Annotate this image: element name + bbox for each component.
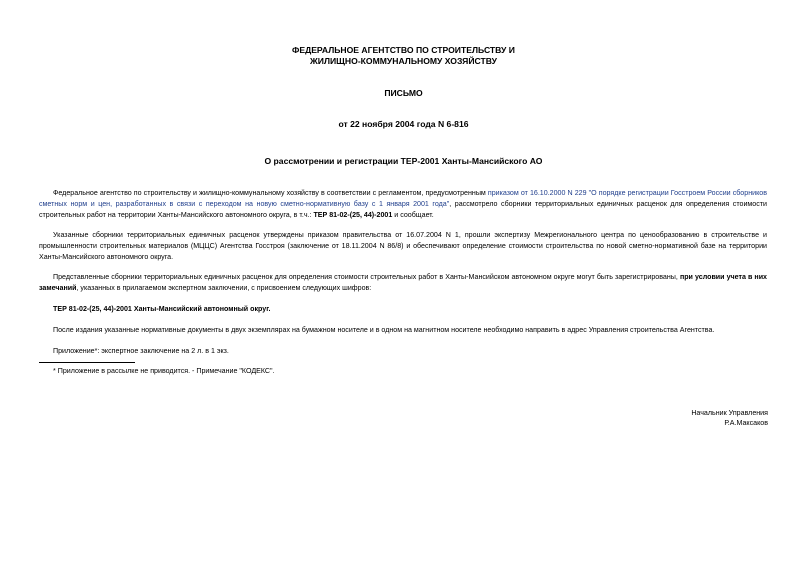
paragraph-1 <box>39 188 767 221</box>
agency-name-line2: ЖИЛИЩНО-КОММУНАЛЬНОМУ ХОЗЯЙСТВУ <box>310 56 497 66</box>
document-subject: О рассмотрении и регистрации ТЕР-2001 Ханты-Мансийского АО <box>264 156 543 166</box>
signatory-name: Р.А.Максаков <box>724 419 768 427</box>
paragraph-3-text-a: Представленные сборники территориальных единичных расценок для определения стоимости строительных работ в Ханты-Мансийском автономном округе могут быть зарегистрированы, <box>53 273 680 281</box>
paragraph-3-text-b: , указанных в прилагаемом экспертном заключении, с присвоением следующих шифров: <box>76 284 372 292</box>
paragraph-1-text-c: и сообщает. <box>392 211 434 219</box>
appendix-note: Приложение*: экспертное заключение на 2 л. в 1 экз. <box>53 347 229 355</box>
paragraph-3 <box>39 272 767 294</box>
paragraph-2: Указанные сборники территориальных единичных расценок утверждены приказом правительства от 16.07.2004 N 1, прошли экспертизу Межрегионального центра по ценообразованию в строительстве и промышленности строительных материалов (МЦЦС) Агентства Госстроя (заключение от 18.11.2004 N 86/8) и обеспечивают определение стоимости строительства по новой сметно-нормативной базе на территории Ханты-Мансийского автономного округа. <box>39 231 767 261</box>
footnote: * Приложение в рассылке не приводится. - Примечание "КОДЕКС". <box>53 367 275 375</box>
signatory-title: Начальник Управления <box>691 409 768 417</box>
document-date-number: от 22 ноября 2004 года N 6-816 <box>338 119 469 129</box>
paragraph-1-text-b: , рассмотрело сборники территориальных единичных расценок для определения стоимости строительных работ на территории Ханты-Мансийского автономного округа, в т.ч.: <box>39 200 767 219</box>
order-229-link[interactable]: приказом от 16.10.2000 N 229 "О порядке регистрации Госстроем России сборников сметных норм и цен, разработанных в связи с переходом на новую сметно-нормативную базу с 1 января 2001 года" <box>39 189 767 208</box>
paragraph-1-text-a: Федеральное агентство по строительству и жилищно-коммунальному хозяйству в соответствии с регламентом, предусмотренным <box>53 189 488 197</box>
agency-name-line1: ФЕДЕРАЛЬНОЕ АГЕНТСТВО ПО СТРОИТЕЛЬСТВУ И <box>292 45 515 55</box>
paragraph-5: После издания указанные нормативные документы в двух экземплярах на бумажном носителе и в одном на магнитном носителе необходимо направить в адрес Управления строительства Агентства. <box>53 326 715 334</box>
cipher-line: ТЕР 81-02-(25, 44)-2001 Ханты-Мансийский автономный округ. <box>53 305 271 313</box>
paragraph-1-bold-code: ТЕР 81-02-(25, 44)-2001 <box>313 211 393 219</box>
footnote-divider <box>39 362 135 363</box>
document-type: ПИСЬМО <box>384 88 423 98</box>
paragraph-3-bold: при условии учета в них замечаний <box>39 273 767 292</box>
